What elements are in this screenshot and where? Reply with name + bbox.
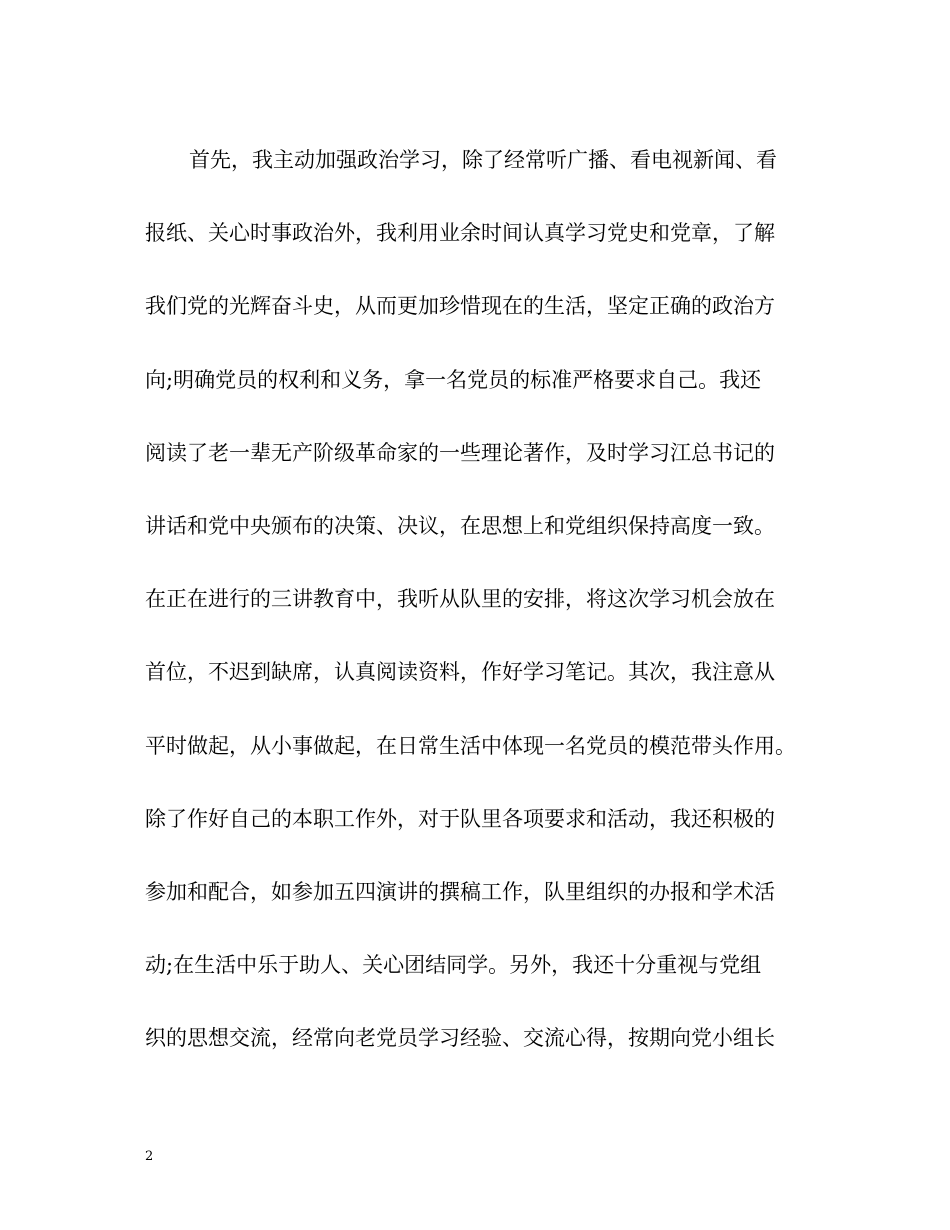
paragraph-line-9: 平时做起，从小事做起，在日常生活中体现一名党员的模范带头作用。 <box>145 733 796 758</box>
paragraph-line-13: 织的思想交流，经常向老党员学习经验、交流心得，按期向党小组长 <box>145 1026 775 1051</box>
paragraph-line-3: 我们党的光辉奋斗史，从而更加珍惜现在的生活，坚定正确的政治方 <box>145 294 775 319</box>
body-text <box>145 140 815 1091</box>
page-number: 2 <box>145 1149 154 1164</box>
paragraph-line-11: 参加和配合，如参加五四演讲的撰稿工作，队里组织的办报和学术活 <box>145 879 775 904</box>
paragraph-line-7: 在正在进行的三讲教育中，我听从队里的安排，将这次学习机会放在 <box>145 587 775 612</box>
paragraph-line-10: 除了作好自己的本职工作外，对于队里各项要求和活动，我还积极的 <box>145 806 775 831</box>
paragraph-line-2: 报纸、关心时事政治外，我利用业余时间认真学习党史和党章，了解 <box>145 221 775 246</box>
paragraph-line-8: 首位，不迟到缺席，认真阅读资料，作好学习笔记。其次，我注意从 <box>145 660 775 685</box>
paragraph-line-12: 动;在生活中乐于助人、关心团结同学。另外，我还十分重视与党组 <box>145 953 762 978</box>
paragraph-line-1: 首先，我主动加强政治学习，除了经常听广播、看电视新闻、看 <box>189 148 777 172</box>
paragraph-line-4: 向;明确党员的权利和义务，拿一名党员的标准严格要求自己。我还 <box>145 367 762 392</box>
paragraph-line-6: 讲话和党中央颁布的决策、决议，在思想上和党组织保持高度一致。 <box>145 513 775 538</box>
paragraph-line-5: 阅读了老一辈无产阶级革命家的一些理论著作，及时学习江总书记的 <box>145 440 775 465</box>
